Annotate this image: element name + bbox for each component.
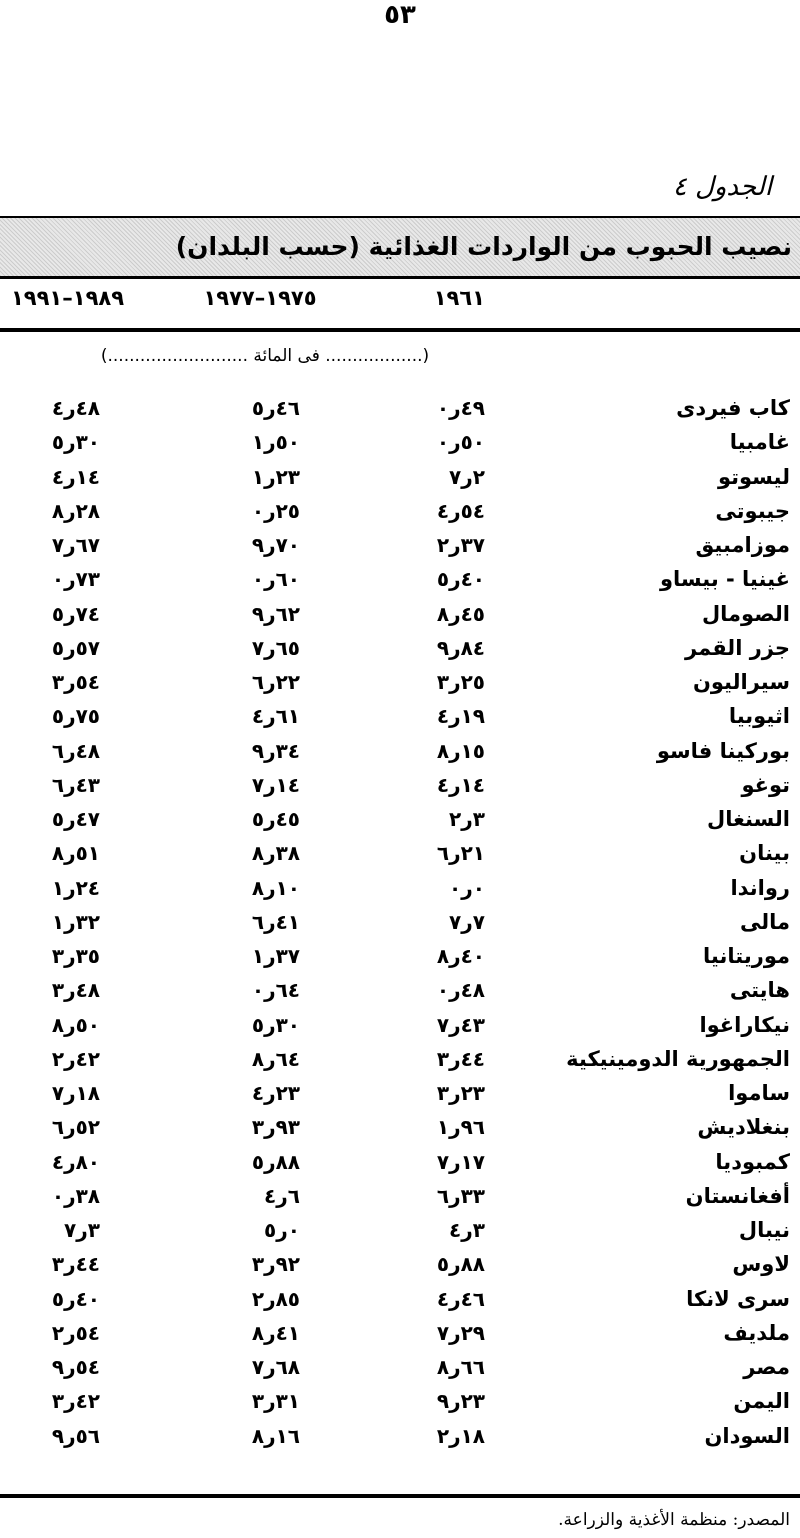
header-divider <box>0 328 800 332</box>
table-row <box>0 906 800 940</box>
value-1975-1977: ٢٣ر٤ <box>251 1081 300 1105</box>
value-1961: ٤٠ر٨ <box>436 944 485 968</box>
value-1989-1991: ٥٧ر٥ <box>51 635 100 660</box>
country-name: غينيا - بيساو <box>659 567 790 592</box>
country-name: ملديف <box>723 1320 790 1345</box>
country-name: أفغانستان <box>685 1183 790 1208</box>
value-1989-1991: ٣ر٧ <box>64 1218 100 1242</box>
value-1975-1977: ٦٤ر٠ <box>251 978 300 1003</box>
value-1989-1991: ٥٢ر٦ <box>51 1115 100 1140</box>
table-row <box>0 1385 800 1419</box>
value-1975-1977: ٦٥ر٧ <box>251 635 300 660</box>
value-1975-1977: ٣١ر٣ <box>251 1389 300 1414</box>
country-name: سيراليون <box>692 670 790 694</box>
table-bottom-rule <box>0 1494 800 1498</box>
column-header-row <box>0 286 800 316</box>
value-1975-1977: ٣٠ر٥ <box>251 1012 300 1037</box>
country-name: بنغلاديش <box>697 1115 790 1140</box>
value-1961: ٤٣ر٧ <box>436 1012 485 1037</box>
table-row <box>0 1248 800 1282</box>
value-1961: ٣ر٢ <box>449 807 485 831</box>
value-1989-1991: ٤٤ر٣ <box>51 1252 100 1277</box>
value-1989-1991: ٣٨ر٠ <box>51 1183 100 1208</box>
value-1975-1977: ٦٤ر٨ <box>251 1046 300 1071</box>
table-row <box>0 735 800 769</box>
table-row <box>0 598 800 632</box>
value-1961: ٨٨ر٥ <box>436 1252 485 1277</box>
value-1975-1977: ٤١ر٦ <box>251 909 300 934</box>
country-name: الجمهورية الدومينيكية <box>566 1046 790 1071</box>
country-name: ليسوتو <box>717 464 790 489</box>
table-row <box>0 563 800 597</box>
source-note: المصدر: منظمة الأغذية والزراعة. <box>558 1510 790 1530</box>
value-1975-1977: ٧٠ر٩ <box>251 533 300 557</box>
table-row <box>0 1111 800 1145</box>
column-header-1989-1991: ١٩٨٩–١٩٩١ <box>10 286 125 310</box>
value-1961: ١٤ر٤ <box>436 772 485 797</box>
value-1961: ٥٤ر٤ <box>436 498 485 523</box>
table-row <box>0 529 800 563</box>
value-1961: ٥٠ر٠ <box>436 430 485 455</box>
value-1989-1991: ٦٧ر٧ <box>51 533 100 557</box>
country-name: موريتانيا <box>703 944 790 968</box>
table-row <box>0 1043 800 1077</box>
value-1989-1991: ٣٢ر١ <box>51 909 100 934</box>
country-name: توغو <box>741 772 790 797</box>
value-1989-1991: ٥١ر٨ <box>51 841 100 866</box>
value-1989-1991: ٥٦ر٩ <box>51 1423 100 1448</box>
value-1989-1991: ٤٢ر٢ <box>51 1046 100 1071</box>
table-row <box>0 1009 800 1043</box>
value-1989-1991: ٤٨ر٦ <box>51 738 100 763</box>
value-1975-1977: ٣٨ر٨ <box>251 841 300 866</box>
table-row <box>0 940 800 974</box>
table-row <box>0 426 800 460</box>
table-row <box>0 1420 800 1454</box>
country-name: نيبال <box>738 1218 790 1242</box>
value-1961: ٣٧ر٢ <box>436 533 485 557</box>
country-name: السودان <box>704 1423 790 1448</box>
column-header-1961: ١٩٦١ <box>433 286 485 310</box>
country-name: السنغال <box>707 807 790 831</box>
table-row <box>0 803 800 837</box>
value-1989-1991: ٤٨ر٣ <box>51 978 100 1003</box>
value-1975-1977: ٨٨ر٥ <box>251 1149 300 1174</box>
value-1989-1991: ٧٥ر٥ <box>51 704 100 729</box>
country-name: نيكاراغوا <box>699 1012 790 1037</box>
table-row <box>0 1077 800 1111</box>
value-1989-1991: ٤٠ر٥ <box>51 1286 100 1311</box>
country-name: جزر القمر <box>685 635 790 660</box>
value-1961: ٢١ر٦ <box>436 841 485 866</box>
page-number: ٥٣ <box>384 0 416 30</box>
table-row <box>0 1180 800 1214</box>
value-1961: ٩٦ر١ <box>436 1115 485 1140</box>
table-row <box>0 1146 800 1180</box>
table-row <box>0 837 800 871</box>
value-1975-1977: ٨٥ر٢ <box>251 1286 300 1311</box>
unit-label: (.................. فى المائة ..........................) <box>100 346 430 366</box>
value-1975-1977: ٦٠ر٠ <box>251 567 300 592</box>
country-name: موزامبيق <box>695 533 790 557</box>
table-row <box>0 392 800 426</box>
value-1989-1991: ٢٨ر٨ <box>51 498 100 523</box>
value-1989-1991: ٥٠ر٨ <box>51 1012 100 1037</box>
country-name: سرى لانكا <box>686 1286 790 1311</box>
value-1961: ٤٥ر٨ <box>436 601 485 626</box>
column-header-1975-1977: ١٩٧٥–١٩٧٧ <box>203 286 317 310</box>
title-band <box>0 216 800 279</box>
table-row <box>0 700 800 734</box>
value-1961: ٢٣ر٣ <box>436 1081 485 1105</box>
value-1961: ١٩ر٤ <box>436 704 485 729</box>
value-1961: ٣ر٤ <box>449 1218 485 1242</box>
value-1961: ٤٠ر٥ <box>436 567 485 592</box>
table-row <box>0 974 800 1008</box>
value-1975-1977: ٦٢ر٩ <box>251 601 300 626</box>
value-1975-1977: ٣٤ر٩ <box>251 738 300 763</box>
country-name: اليمن <box>733 1389 790 1414</box>
country-name: رواندا <box>730 875 790 900</box>
value-1961: ٤٩ر٠ <box>436 396 485 420</box>
value-1989-1991: ٥٤ر٩ <box>51 1355 100 1379</box>
value-1961: ٨٤ر٩ <box>436 635 485 660</box>
country-name: الصومال <box>701 601 790 626</box>
country-name: هايتى <box>729 978 790 1003</box>
value-1961: ٤٨ر٠ <box>436 978 485 1003</box>
value-1961: ٦٦ر٨ <box>436 1355 485 1379</box>
value-1975-1977: ١٤ر٧ <box>251 772 300 797</box>
table-title: نصيب الحبوب من الواردات الغذائية (حسب البلدان) <box>175 232 792 261</box>
value-1961: ٤٦ر٤ <box>436 1286 485 1311</box>
value-1975-1977: ٣٧ر١ <box>251 944 300 968</box>
value-1975-1977: ١٦ر٨ <box>251 1423 300 1448</box>
value-1975-1977: ٤١ر٨ <box>251 1320 300 1345</box>
value-1961: ٧ر٧ <box>449 909 485 934</box>
country-name: مصر <box>743 1355 790 1379</box>
value-1989-1991: ٣٥ر٣ <box>51 944 100 968</box>
value-1961: ٤٤ر٣ <box>436 1046 485 1071</box>
data-table-body <box>0 392 800 1454</box>
value-1961: ٢٥ر٣ <box>436 670 485 694</box>
value-1961: ٣٣ر٦ <box>436 1183 485 1208</box>
value-1989-1991: ٥٤ر٣ <box>51 670 100 694</box>
value-1989-1991: ٧٣ر٠ <box>51 567 100 592</box>
country-name: بينان <box>739 841 790 866</box>
country-name: اثيوبيا <box>728 704 790 729</box>
value-1975-1977: ٦١ر٤ <box>251 704 300 729</box>
value-1989-1991: ٨٠ر٤ <box>51 1149 100 1174</box>
value-1989-1991: ٢٤ر١ <box>51 875 100 900</box>
value-1975-1977: ٦٨ر٧ <box>251 1355 300 1379</box>
country-name: ساموا <box>728 1081 790 1105</box>
value-1975-1977: ٤٦ر٥ <box>251 396 300 420</box>
value-1975-1977: ٦ر٤ <box>264 1183 300 1208</box>
value-1975-1977: ٩٢ر٣ <box>251 1252 300 1277</box>
value-1975-1977: ١٠ر٨ <box>251 875 300 900</box>
value-1989-1991: ٣٠ر٥ <box>51 430 100 455</box>
value-1961: ٠ر٠ <box>449 875 485 900</box>
value-1975-1977: ٢٢ر٦ <box>251 670 300 694</box>
table-row <box>0 1214 800 1248</box>
table-row <box>0 495 800 529</box>
value-1975-1977: ٠ر٥ <box>264 1218 300 1242</box>
country-name: غامبيا <box>729 430 790 455</box>
country-name: جيبوتى <box>715 498 790 523</box>
value-1989-1991: ٤٧ر٥ <box>51 807 100 831</box>
table-row <box>0 666 800 700</box>
country-name: كاب فيردى <box>676 396 790 420</box>
table-row <box>0 769 800 803</box>
value-1989-1991: ٤٢ر٣ <box>51 1389 100 1414</box>
value-1961: ١٥ر٨ <box>436 738 485 763</box>
value-1989-1991: ٤٣ر٦ <box>51 772 100 797</box>
value-1975-1977: ٢٥ر٠ <box>251 498 300 523</box>
table-row <box>0 632 800 666</box>
value-1989-1991: ٤٨ر٤ <box>51 396 100 420</box>
table-row <box>0 872 800 906</box>
value-1961: ٢٣ر٩ <box>436 1389 485 1414</box>
country-name: كمبوديا <box>715 1149 790 1174</box>
value-1989-1991: ٥٤ر٢ <box>51 1320 100 1345</box>
value-1989-1991: ١٤ر٤ <box>51 464 100 489</box>
value-1961: ١٨ر٢ <box>436 1423 485 1448</box>
value-1989-1991: ١٨ر٧ <box>51 1081 100 1105</box>
country-name: لاوس <box>732 1252 790 1277</box>
table-row <box>0 461 800 495</box>
table-row <box>0 1351 800 1385</box>
value-1975-1977: ٥٠ر١ <box>251 430 300 455</box>
value-1961: ٢٩ر٧ <box>436 1320 485 1345</box>
table-row <box>0 1317 800 1351</box>
value-1975-1977: ٩٣ر٣ <box>251 1115 300 1140</box>
value-1989-1991: ٧٤ر٥ <box>51 601 100 626</box>
value-1975-1977: ٤٥ر٥ <box>251 807 300 831</box>
table-label: الجدول ٤ <box>672 172 772 202</box>
value-1961: ١٧ر٧ <box>436 1149 485 1174</box>
value-1975-1977: ٢٣ر١ <box>251 464 300 489</box>
country-name: مالى <box>739 909 790 934</box>
value-1961: ٢ر٧ <box>449 464 485 489</box>
table-row <box>0 1283 800 1317</box>
country-name: بوركينا فاسو <box>656 738 790 763</box>
